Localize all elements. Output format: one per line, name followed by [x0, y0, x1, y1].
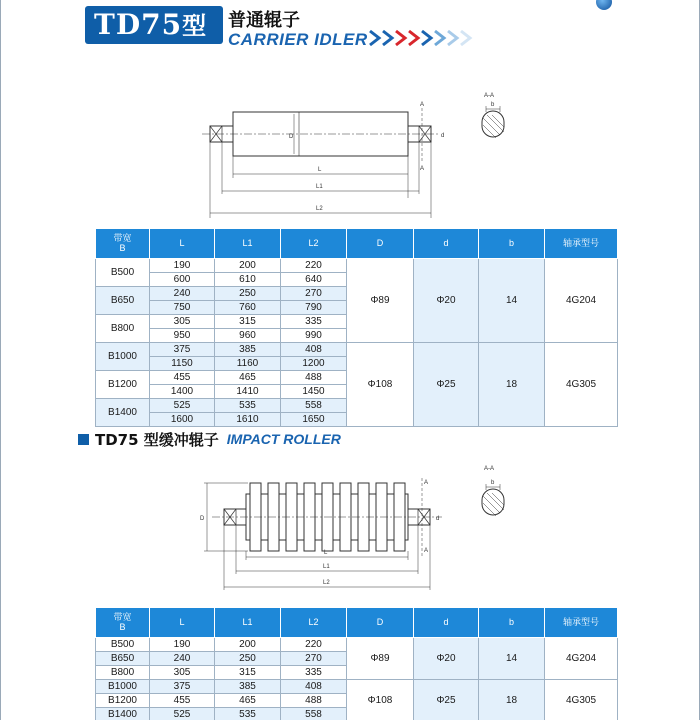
belt-width-cell: B1000	[96, 680, 150, 694]
cell-d: Φ20	[414, 638, 479, 680]
belt-width-cell: B650	[96, 287, 150, 315]
cell-L: 1400	[150, 385, 215, 399]
cell-L2: 558	[281, 708, 347, 720]
table2-header-L1: L1	[215, 608, 281, 638]
table2-header-L2: L2	[281, 608, 347, 638]
cell-L1: 535	[215, 399, 281, 413]
cell-L: 525	[150, 399, 215, 413]
belt-width-cell: B800	[96, 315, 150, 343]
cell-b: 14	[479, 638, 545, 680]
cell-L2: 1200	[281, 357, 347, 371]
table1-header-L2: L2	[281, 229, 347, 259]
belt-width-cell: B1400	[96, 399, 150, 427]
cell-L: 305	[150, 315, 215, 329]
model-code-text: TD75	[94, 8, 183, 41]
table1-header-b: b	[479, 229, 545, 259]
cell-b: 14	[479, 259, 545, 343]
cell-L: 525	[150, 708, 215, 720]
cell-L1: 315	[215, 666, 281, 680]
chevron-arrows-icon	[368, 29, 480, 47]
model-code-suffix: 型	[182, 12, 208, 40]
cell-d: Φ25	[414, 680, 479, 720]
impact-dim-label-d: d	[436, 516, 440, 522]
cell-d: Φ25	[414, 343, 479, 427]
cell-L2: 270	[281, 652, 347, 666]
table1-header-L1: L1	[215, 229, 281, 259]
cell-L2: 270	[281, 287, 347, 301]
table2-header-row	[96, 608, 618, 638]
cell-L1: 465	[215, 371, 281, 385]
section-mark-bottom: A	[420, 166, 425, 172]
section-view-2	[470, 462, 520, 532]
impact-section-mark-bottom: A	[424, 548, 429, 554]
cell-L1: 760	[215, 301, 281, 315]
belt-width-cell: B1000	[96, 343, 150, 371]
cell-L2: 1450	[281, 385, 347, 399]
cell-L: 1150	[150, 357, 215, 371]
cell-L: 600	[150, 273, 215, 287]
cell-L2: 990	[281, 329, 347, 343]
section-bullet-icon	[78, 434, 89, 445]
cell-bearing: 4G204	[545, 638, 618, 680]
title-english: CARRIER IDLER	[228, 30, 368, 49]
cell-L2: 1650	[281, 413, 347, 427]
cell-b: 18	[479, 680, 545, 720]
impact-dim-label-D: D	[200, 516, 205, 522]
cell-L1: 200	[215, 259, 281, 273]
cell-L1: 385	[215, 343, 281, 357]
cell-L2: 408	[281, 680, 347, 694]
table1-header-row	[96, 229, 618, 259]
dim-label-D: D	[289, 134, 294, 140]
dim-label-L1: L1	[316, 184, 323, 190]
belt-width-cell: B1200	[96, 694, 150, 708]
table1-header-bearing: 轴承型号	[545, 229, 618, 259]
table1-header-d: d	[414, 229, 479, 259]
table1-header-L: L	[150, 229, 215, 259]
section-title-english: IMPACT ROLLER	[226, 431, 341, 447]
table2-header-bearing: 轴承型号	[545, 608, 618, 638]
belt-width-cell: B1200	[96, 371, 150, 399]
cell-L2: 335	[281, 666, 347, 680]
section-view-1	[470, 90, 520, 152]
section-title-1: A-A	[484, 93, 495, 99]
section-label-b-2: b	[491, 480, 495, 486]
impact-dim-label-L2: L2	[323, 580, 330, 586]
header-belt-b: B	[119, 242, 126, 253]
cell-D: Φ108	[347, 680, 414, 720]
belt-width-cell: B800	[96, 666, 150, 680]
table1-header-belt	[96, 229, 150, 259]
cell-L: 375	[150, 343, 215, 357]
cell-b: 18	[479, 343, 545, 427]
impact-roller-section-title	[78, 430, 341, 448]
frame-left-line	[0, 0, 1, 720]
table2-header-belt	[96, 608, 150, 638]
cell-L: 950	[150, 329, 215, 343]
title-chinese: 普通辊子	[228, 10, 300, 31]
cell-L1: 535	[215, 708, 281, 720]
cell-L2: 488	[281, 371, 347, 385]
impact-roller-table	[95, 607, 618, 720]
cell-L1: 200	[215, 638, 281, 652]
header-belt-cn: 带宽	[113, 233, 132, 244]
cell-L2: 335	[281, 315, 347, 329]
section-label-b-1: b	[491, 102, 495, 108]
header-belt-cn: 带宽	[113, 612, 132, 623]
cell-L1: 250	[215, 652, 281, 666]
cell-L2: 558	[281, 399, 347, 413]
table-row	[96, 680, 618, 694]
impact-section-mark-top: A	[424, 480, 429, 486]
cell-L1: 1410	[215, 385, 281, 399]
impact-roller-drawing	[190, 468, 450, 593]
cell-L: 240	[150, 652, 215, 666]
cell-D: Φ89	[347, 638, 414, 680]
cell-L1: 960	[215, 329, 281, 343]
table-row	[96, 638, 618, 652]
impact-dim-label-L1: L1	[323, 564, 330, 570]
dim-label-L: L	[318, 167, 322, 173]
cell-bearing: 4G305	[545, 343, 618, 427]
dim-label-L2: L2	[316, 206, 323, 212]
table1-header-D: D	[347, 229, 414, 259]
carrier-idler-table	[95, 228, 618, 427]
cell-D: Φ108	[347, 343, 414, 427]
table-row	[96, 259, 618, 273]
table2-header-d: d	[414, 608, 479, 638]
section-mark-top: A	[420, 102, 425, 108]
belt-width-cell: B650	[96, 652, 150, 666]
model-code	[94, 6, 207, 45]
cell-L2: 640	[281, 273, 347, 287]
table2-header-b: b	[479, 608, 545, 638]
impact-dim-label-L: L	[324, 550, 328, 556]
dim-label-d: d	[441, 133, 445, 139]
table2-header-L: L	[150, 608, 215, 638]
table-row	[96, 343, 618, 357]
cell-L1: 385	[215, 680, 281, 694]
cell-L: 190	[150, 259, 215, 273]
cell-L1: 250	[215, 287, 281, 301]
table2-header-D: D	[347, 608, 414, 638]
cell-L2: 790	[281, 301, 347, 315]
cell-L: 240	[150, 287, 215, 301]
cell-L: 190	[150, 638, 215, 652]
cell-L1: 1610	[215, 413, 281, 427]
cell-L1: 610	[215, 273, 281, 287]
cell-d: Φ20	[414, 259, 479, 343]
cell-L: 375	[150, 680, 215, 694]
cell-L2: 220	[281, 259, 347, 273]
section-title-chinese: TD75 型缓冲辊子	[95, 430, 219, 449]
belt-width-cell: B500	[96, 259, 150, 287]
cell-L: 455	[150, 694, 215, 708]
cell-L: 455	[150, 371, 215, 385]
cell-L: 305	[150, 666, 215, 680]
cell-bearing: 4G305	[545, 680, 618, 720]
cell-D: Φ89	[347, 259, 414, 343]
cell-L: 750	[150, 301, 215, 315]
cell-L1: 465	[215, 694, 281, 708]
cell-bearing: 4G204	[545, 259, 618, 343]
cell-L1: 1160	[215, 357, 281, 371]
cell-L1: 315	[215, 315, 281, 329]
cell-L2: 220	[281, 638, 347, 652]
header-belt-b: B	[119, 621, 126, 632]
belt-width-cell: B500	[96, 638, 150, 652]
cell-L2: 488	[281, 694, 347, 708]
belt-width-cell: B1400	[96, 708, 150, 720]
cell-L2: 408	[281, 343, 347, 357]
cell-L: 1600	[150, 413, 215, 427]
section-title-2: A-A	[484, 466, 495, 472]
